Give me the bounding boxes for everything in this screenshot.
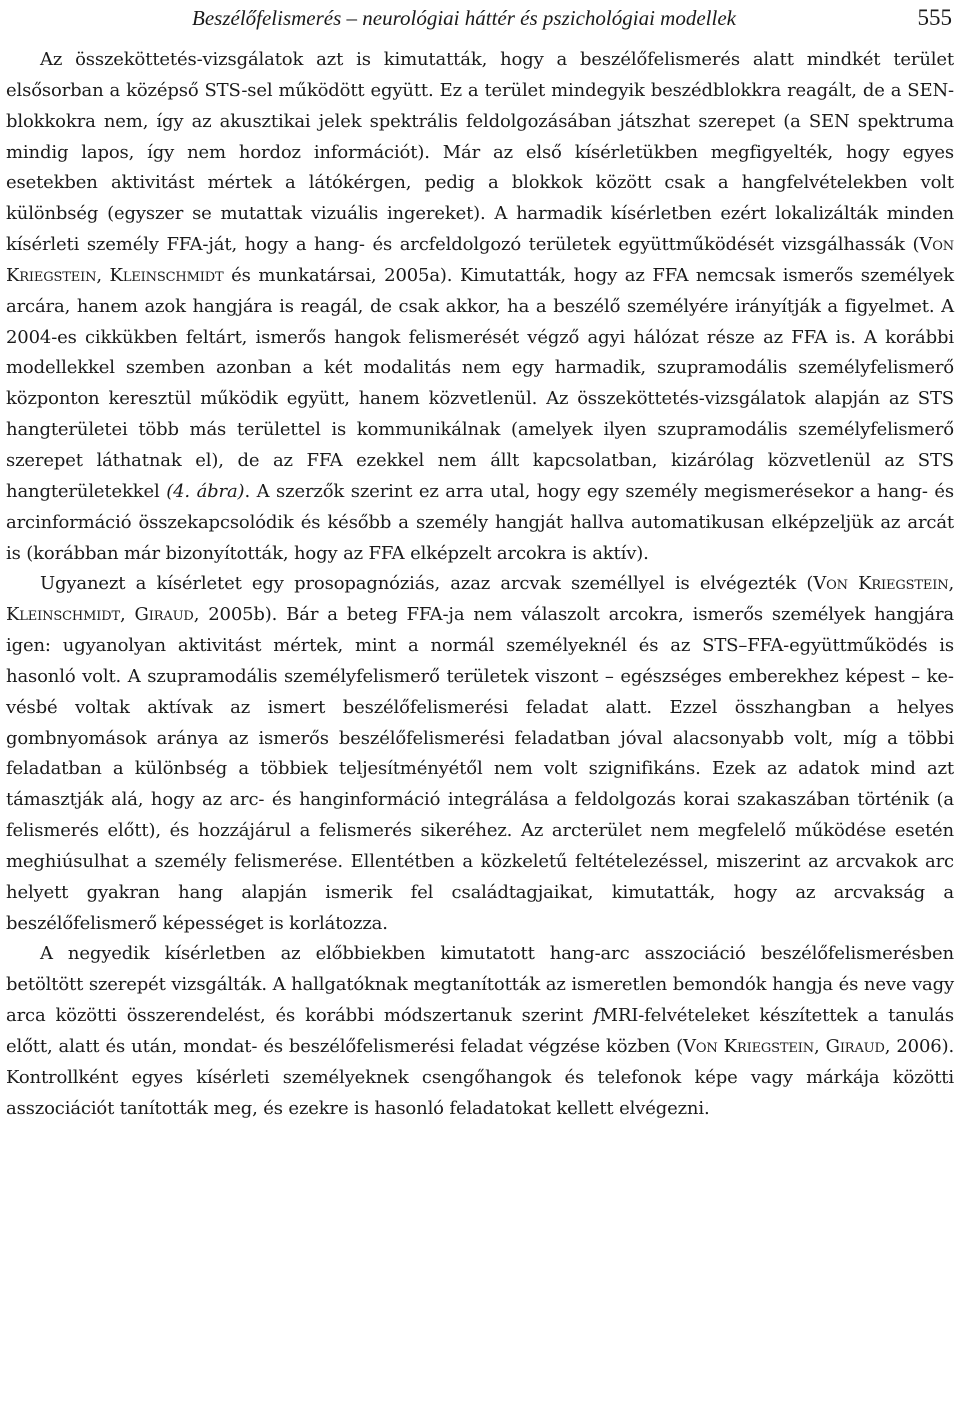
author-name: Von Kriegstein xyxy=(813,573,949,595)
italic-prefix: f xyxy=(593,1005,600,1027)
text-run: Ugyanezt a kísérletet egy prosopagnóziás, azaz arcvak személlyel is elvégezték ( xyxy=(40,573,814,595)
text-run: , xyxy=(813,1036,826,1057)
author-name: Von Kriegstein xyxy=(6,234,954,286)
author-name: Giraud xyxy=(825,1036,885,1057)
paragraph-1 xyxy=(6,45,954,569)
author-name: Von Kriegstein xyxy=(683,1036,814,1057)
text-run: . A szerzők szerint ez arra utal, hogy egy személy megismerésekor a hang- és arcinformáció összekapcsolódik és később a személy hangját hallva automatikusan elképzeljük az arcát is (korábban már bizonyították, hogy az FFA elképzelt arcokra is aktív). xyxy=(6,480,954,564)
text-run: MRI-felvételeket készítettek a tanulás előtt, alatt és után, mondat- és beszélőfelismerési feladat végzése közben ( xyxy=(6,1005,954,1057)
text-run: A negyedik kísérletben az előbbiekben kimutatott hang-arc asszociáció beszélőfelismerésben betöltött szerepét vizsgálták. A hallgatóknak megtanították az ismeretlen bemondók hangja és neve vagy arca közötti összerendelést, és korábbi módszertanuk szerint xyxy=(6,943,954,1027)
paragraph-3 xyxy=(6,939,954,1124)
document-page xyxy=(6,0,954,1125)
text-run: , 2005b). Bár a beteg FFA-ja nem válaszolt arcokra, ismerős személyek hangjára igen: ugyanolyan aktivitást mértek, mint a normál személyeknél és az STS–FFA-együttműködés is hasonló volt. A szupramodális személyfelismerő területek viszont – egészséges emberekhez képest – kevésbé voltak aktívak az ismert beszélőfelismerési feladat alatt. Ezzel összhangban a helyes gombnyomások aránya az ismerős beszélőfelismerési feladatban jóval alacsonyabb volt, míg a többi feladatban a különbség a többiek teljesítményétől nem volt szignifikáns. Ezek az adatok mind azt támasztják alá, hogy az arc- és hanginformáció integrálása a feldolgozás korai szakaszában történik (a felismerés előtt), és hozzájárul a felismerés sikeréhez. Az arcterület nem megfelelő működése esetén meghiúsulhat a személy felismerése. Ellentétben a közkeletű feltételezéssel, miszerint az arcvakok arc helyett gyakran hang alapján ismerik fel családtagjaikat, kimutatták, hogy az arcvakság a beszélőfelismerő képességet is korlátozza. xyxy=(6,604,954,934)
article-body xyxy=(6,45,954,1125)
text-run: és munkatársai, 2005a). Kimutatták, hogy az FFA nemcsak ismerős személyek arcára, hanem azok hangjára is reagál, de csak akkor, ha a beszélő személyére irányítják a figyelmet. A 2004-es cikkükben feltárt, ismerős hangok felismerését végző agyi hálózat része az FFA is. A korábbi modellekkel szemben azonban a két modalitás nem egy harmadik, szupramodális személyfelismerő központon keresztül működik együtt, hanem közvetlenül. Az összeköttetés-vizsgálatok alapján az STS hangterületei több más területtel is kommunikálnak (amelyek ilyen szupramodális személyfelismerő szerepet láthatnak el), de az FFA ezekkel nem állt kapcsolatban, kizárólag közvetlenül az STS hangterületekkel xyxy=(6,264,954,502)
text-run: , xyxy=(96,264,110,286)
text-run: , 2006). Kontrollként egyes kísérleti személyeknek csengőhangok és telefonok képe vagy márkája közötti asszociációt tanították meg, és ezekre is hasonló feladatokat kellett elvégezni. xyxy=(6,1036,955,1119)
text-run: , xyxy=(948,573,955,595)
author-name: Kleinschmidt xyxy=(6,604,121,626)
running-title: Beszélőfelismerés – neurológiai háttér és pszichológiai modellek xyxy=(192,6,736,30)
page-number: 555 xyxy=(917,5,952,30)
text-run: , xyxy=(120,604,135,626)
paragraph-2 xyxy=(6,569,954,939)
text-run: Az összeköttetés-vizsgálatok azt is kimutatták, hogy a beszélőfelismerés alatt mindkét terület elsősorban a középső STS-sel működött együtt. Ez a terület mindegyik beszédblokkra reagált, de a SEN-blokkokra nem, így az akusztikai jelek spektrális feldolgozásában játszhat szerepet (a SEN spektruma mindig lapos, így nem hordoz információt). Már az első kísérletükben megfigyelték, hogy egyes esetekben aktivitást mértek a látókérgen, pedig a blokkok között csak a hangfelvételekben volt különbség (egyszer se mutattak vizuális ingereket). A harmadik kísérletben ezért lokalizálták minden kísérleti személy FFA-ját, hogy a hang- és arcfeldolgozó területek együttműködését vizsgálhassák ( xyxy=(6,49,954,256)
running-head xyxy=(6,3,954,33)
author-name: Kleinschmidt xyxy=(109,264,224,286)
figure-reference: (4. ábra) xyxy=(166,480,245,502)
author-name: Giraud xyxy=(134,604,194,626)
